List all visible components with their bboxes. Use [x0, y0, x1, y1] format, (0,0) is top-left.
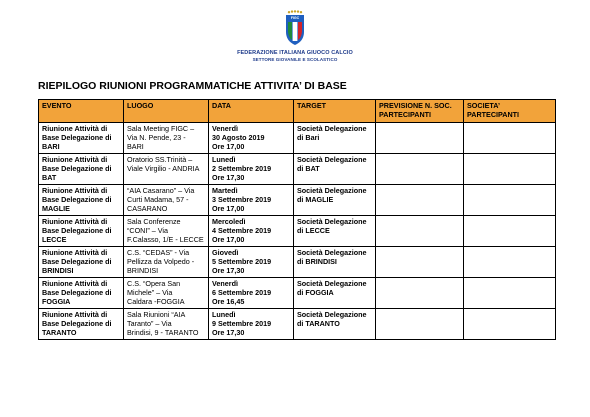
figc-crest-icon — [284, 10, 306, 46]
meetings-table — [38, 99, 556, 340]
federation-name: FEDERAZIONE ITALIANA GIUOCO CALCIO — [237, 50, 353, 56]
cell-evento-line: FOGGIA — [42, 297, 71, 307]
cell-luogo-line: Curti Madama, 57 - — [127, 195, 189, 205]
cell-evento-line: MAGLIE — [42, 204, 70, 214]
cell-target-line: di BRINDISI — [297, 257, 337, 267]
cell-data-line: Ore 17,30 — [212, 266, 245, 276]
federation-logo — [0, 10, 590, 62]
cell-luogo-line: “CONI” – Via — [127, 226, 169, 236]
cell-societa — [464, 216, 556, 247]
cell-societa — [464, 247, 556, 278]
cell-data-line: Venerdì — [212, 124, 238, 133]
cell-luogo-line: Pellizza da Volpedo - — [127, 257, 195, 267]
table-row — [39, 154, 556, 185]
cell-luogo-line: Oratorio SS.Trinità – — [127, 155, 193, 164]
cell-evento-line: BRINDISI — [42, 266, 74, 276]
table-row — [39, 278, 556, 309]
cell-target-line: di LECCE — [297, 226, 330, 236]
cell-evento-line: LECCE — [42, 235, 67, 245]
cell-target-line: Società Delegazione — [297, 155, 367, 164]
table-row — [39, 216, 556, 247]
cell-data-line: Mercoledì — [212, 217, 246, 226]
cell-evento-line: Base Delegazione di — [42, 195, 112, 205]
table-header-row — [39, 100, 556, 123]
cell-evento-line: Base Delegazione di — [42, 257, 112, 267]
cell-evento-line: Base Delegazione di — [42, 133, 112, 143]
cell-evento-line: Base Delegazione di — [42, 226, 112, 236]
cell-previsione — [376, 154, 464, 185]
federation-subtitle: SETTORE GIOVANILE E SCOLASTICO — [252, 57, 338, 62]
cell-societa — [464, 154, 556, 185]
cell-luogo-line: CASARANO — [127, 204, 168, 214]
cell-luogo — [124, 185, 209, 216]
cell-target-line: Società Delegazione — [297, 186, 367, 195]
cell-luogo — [124, 309, 209, 340]
cell-data-line: Lunedì — [212, 310, 236, 319]
cell-data-line: 5 Settembre 2019 — [212, 257, 272, 267]
cell-evento-line: Riunione Attività di — [42, 186, 108, 195]
cell-evento-line: Riunione Attività di — [42, 248, 108, 257]
column-header-luogo: LUOGO — [124, 100, 209, 123]
cell-evento-line: Riunione Attività di — [42, 310, 108, 319]
cell-data-line: Ore 17,30 — [212, 173, 245, 183]
cell-target — [294, 216, 376, 247]
cell-evento-line: Riunione Attività di — [42, 124, 108, 133]
document-title: RIEPILOGO RIUNIONI PROGRAMMATICHE ATTIVITA’ DI BASE — [38, 80, 347, 92]
cell-evento — [39, 247, 124, 278]
cell-luogo-line: Sala Meeting FIGC – — [127, 124, 195, 133]
cell-evento — [39, 309, 124, 340]
table-row — [39, 123, 556, 154]
cell-previsione — [376, 247, 464, 278]
column-header-target: TARGET — [294, 100, 376, 123]
table-row — [39, 185, 556, 216]
cell-data — [209, 185, 294, 216]
cell-luogo-line: C.S. “CEDAS” - Via — [127, 248, 190, 257]
cell-evento — [39, 154, 124, 185]
cell-evento — [39, 278, 124, 309]
cell-luogo-line: BRINDISI — [127, 266, 159, 276]
cell-luogo-line: BARI — [127, 142, 144, 152]
cell-data-line: Ore 17,00 — [212, 204, 245, 214]
cell-previsione — [376, 309, 464, 340]
column-header-previsione: PREVISIONE N. SOC. PARTECIPANTI — [376, 100, 464, 123]
cell-data-line: Venerdì — [212, 279, 238, 288]
cell-luogo-line: Brindisi, 9 - TARANTO — [127, 328, 199, 338]
cell-data — [209, 123, 294, 154]
cell-evento-line: BAT — [42, 173, 57, 183]
cell-luogo-line: C.S. “Opera San — [127, 279, 181, 288]
cell-luogo-line: F.Calasso, 1/E - LECCE — [127, 235, 204, 245]
cell-societa — [464, 123, 556, 154]
cell-data-line: Ore 17,00 — [212, 235, 245, 245]
cell-luogo-line: Viale Virgilio - ANDRIA — [127, 164, 200, 174]
cell-societa — [464, 309, 556, 340]
cell-target — [294, 154, 376, 185]
column-header-societa: SOCIETA’ PARTECIPANTI — [464, 100, 556, 123]
cell-data-line: 9 Settembre 2019 — [212, 319, 272, 329]
cell-evento-line: Base Delegazione di — [42, 164, 112, 174]
cell-target-line: di MAGLIE — [297, 195, 334, 205]
cell-target-line: di TARANTO — [297, 319, 340, 329]
cell-societa — [464, 185, 556, 216]
cell-luogo — [124, 278, 209, 309]
cell-target-line: di FOGGIA — [297, 288, 334, 298]
cell-evento — [39, 123, 124, 154]
cell-previsione — [376, 216, 464, 247]
cell-evento — [39, 185, 124, 216]
cell-evento-line: Riunione Attività di — [42, 217, 108, 226]
cell-luogo-line: Michele” – Via — [127, 288, 173, 298]
cell-data — [209, 278, 294, 309]
cell-data-line: Giovedì — [212, 248, 239, 257]
cell-target-line: di BAT — [297, 164, 320, 174]
table-row — [39, 309, 556, 340]
column-header-data: DATA — [209, 100, 294, 123]
cell-data-line: Ore 16,45 — [212, 297, 245, 307]
cell-data-line: Lunedì — [212, 155, 236, 164]
cell-data — [209, 154, 294, 185]
cell-luogo-line: Via N. Pende, 23 - — [127, 133, 186, 143]
cell-previsione — [376, 278, 464, 309]
cell-evento-line: Base Delegazione di — [42, 319, 112, 329]
cell-evento-line: Riunione Attività di — [42, 279, 108, 288]
cell-societa — [464, 278, 556, 309]
cell-data-line: Ore 17,30 — [212, 328, 245, 338]
cell-data-line: 2 Settembre 2019 — [212, 164, 272, 174]
cell-evento-line: Riunione Attività di — [42, 155, 108, 164]
cell-target — [294, 123, 376, 154]
cell-evento — [39, 216, 124, 247]
cell-target-line: Società Delegazione — [297, 124, 367, 133]
cell-target-line: Società Delegazione — [297, 310, 367, 319]
crest-label: FIGC — [290, 16, 300, 20]
cell-evento-line: TARANTO — [42, 328, 77, 338]
column-header-evento: EVENTO — [39, 100, 124, 123]
table-row — [39, 247, 556, 278]
cell-luogo — [124, 154, 209, 185]
cell-luogo-line: “AIA Casarano” – Via — [127, 186, 195, 195]
cell-data-line: 30 Agosto 2019 — [212, 133, 265, 143]
cell-data — [209, 309, 294, 340]
cell-target-line: Società Delegazione — [297, 279, 367, 288]
cell-target-line: Società Delegazione — [297, 248, 367, 257]
cell-evento-line: Base Delegazione di — [42, 288, 112, 298]
cell-luogo-line: Sala Conferenze — [127, 217, 181, 226]
cell-data — [209, 247, 294, 278]
cell-luogo — [124, 216, 209, 247]
cell-target — [294, 247, 376, 278]
cell-target — [294, 278, 376, 309]
cell-data-line: Ore 17,00 — [212, 142, 245, 152]
cell-data — [209, 216, 294, 247]
cell-target — [294, 185, 376, 216]
cell-target-line: di Bari — [297, 133, 320, 143]
cell-previsione — [376, 185, 464, 216]
cell-target-line: Società Delegazione — [297, 217, 367, 226]
cell-evento-line: BARI — [42, 142, 60, 152]
cell-data-line: Martedì — [212, 186, 238, 195]
cell-previsione — [376, 123, 464, 154]
cell-luogo-line: Caldara -FOGGIA — [127, 297, 185, 307]
cell-data-line: 3 Settembre 2019 — [212, 195, 272, 205]
cell-luogo — [124, 247, 209, 278]
cell-data-line: 6 Settembre 2019 — [212, 288, 272, 298]
cell-luogo-line: Sala Riunioni “AIA — [127, 310, 186, 319]
cell-luogo — [124, 123, 209, 154]
cell-luogo-line: Taranto” – Via — [127, 319, 172, 329]
cell-target — [294, 309, 376, 340]
cell-data-line: 4 Settembre 2019 — [212, 226, 272, 236]
